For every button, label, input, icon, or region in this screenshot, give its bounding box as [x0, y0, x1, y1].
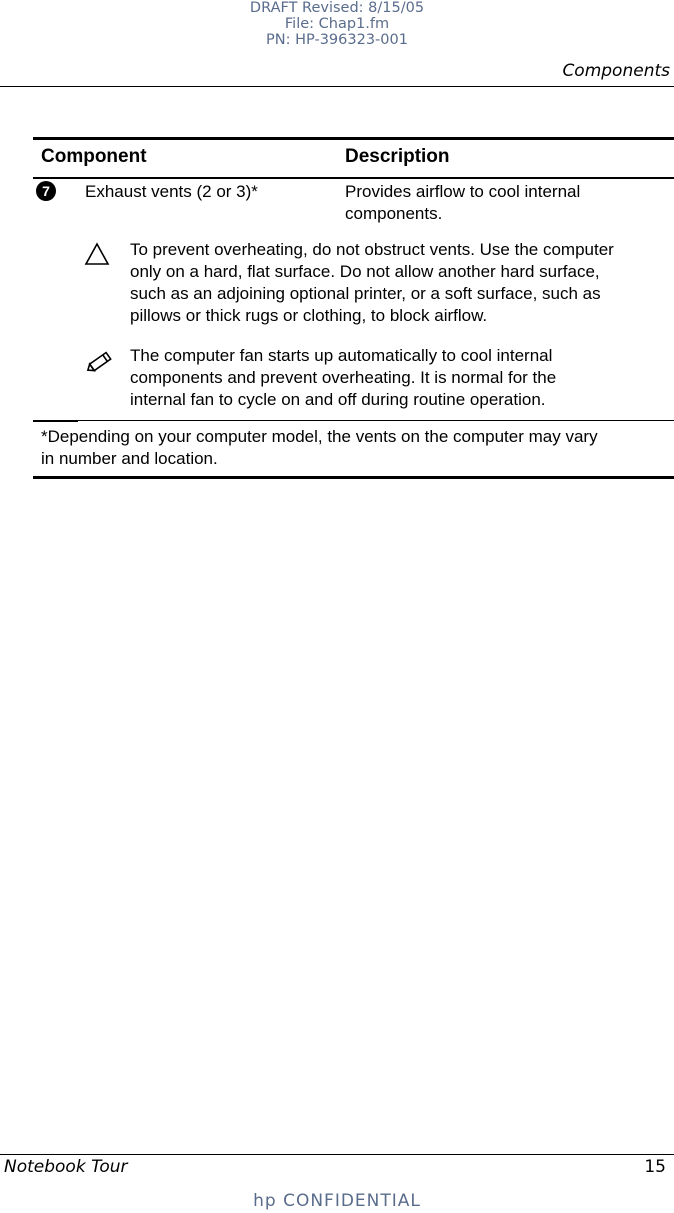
draft-pn-line: PN: HP-396323-001: [266, 32, 408, 48]
confidential-stamp: hp CONFIDENTIAL: [253, 1191, 421, 1211]
footer-page-number: 15: [644, 1157, 666, 1177]
description-line: components.: [345, 204, 443, 223]
caution-line: pillows or thick rugs or clothing, to block airflow.: [130, 306, 488, 325]
footnote-line: *Depending on your computer model, the vents on the computer may vary: [41, 427, 598, 446]
column-header-component: Component: [41, 146, 147, 167]
note-text: [130, 345, 670, 411]
caution-triangle-icon: [84, 242, 110, 266]
table-top-rule: [33, 137, 674, 140]
note-line: The computer fan starts up automatically to cool internal: [130, 346, 553, 365]
caution-line: only on a hard, flat surface. Do not allow another hard surface,: [130, 262, 600, 281]
table-header-rule: [33, 177, 674, 179]
footnote-rule: [78, 420, 674, 421]
caution-line: such as an adjoining optional printer, or a soft surface, such as: [130, 284, 601, 303]
draft-revised-line: DRAFT Revised: 8/15/05: [249, 0, 425, 16]
callout-number-badge: 7: [36, 181, 56, 201]
table-footnote: [41, 426, 666, 470]
note-line: internal fan to cycle on and off during routine operation.: [130, 390, 546, 409]
component-description: [345, 181, 580, 225]
table-bottom-rule: [33, 476, 674, 479]
footer-rule: [0, 1154, 674, 1155]
note-line: components and prevent overheating. It is normal for the: [130, 368, 557, 387]
component-name: Exhaust vents (2 or 3)*: [85, 182, 258, 201]
draft-file-line: File: Chap1.fm: [284, 16, 390, 32]
caution-line: To prevent overheating, do not obstruct vents. Use the computer: [130, 240, 614, 259]
header-rule: [0, 86, 674, 87]
caution-text: [130, 239, 670, 327]
pencil-note-icon: [84, 346, 118, 376]
footer-chapter-title: Notebook Tour: [4, 1157, 128, 1177]
footnote-line: in number and location.: [41, 449, 218, 468]
running-head: Components: [562, 61, 670, 81]
description-line: Provides airflow to cool internal: [345, 182, 581, 201]
column-header-description: Description: [345, 146, 450, 167]
footnote-separator-rule: [33, 420, 78, 422]
draft-stamp: [0, 0, 674, 48]
